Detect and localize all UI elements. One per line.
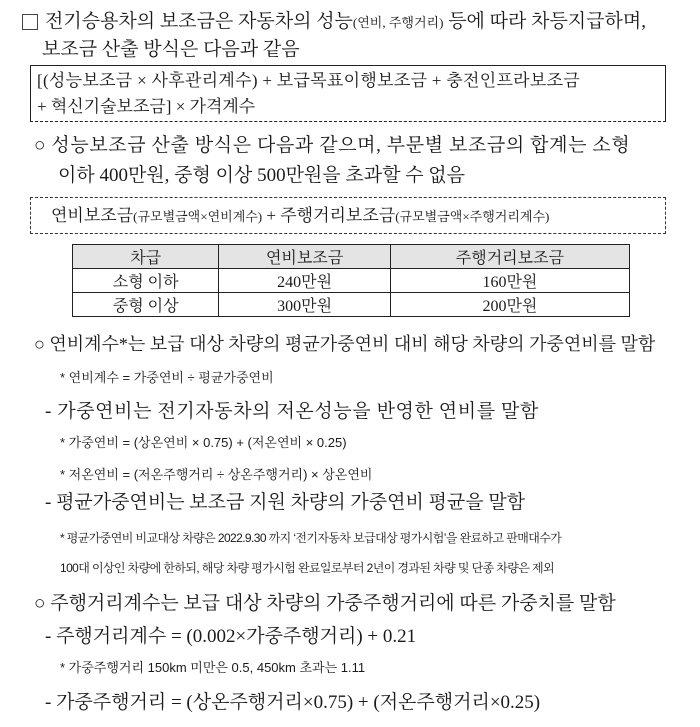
- table-cell: 300만원: [219, 293, 390, 317]
- intro-text-end: 등에 따라 차등지급하며,: [443, 11, 646, 32]
- fuel-subsidy-label: 연비보조금: [51, 206, 134, 225]
- intro-text: 전기승용차의 보조금은 자동차의 성능: [45, 11, 353, 32]
- weighted-efficiency-note1: * 가중연비 = (상온연비 × 0.75) + (저온연비 × 0.25): [60, 435, 347, 450]
- performance-line1: ○ 성능보조금 산출 방식은 다음과 같으며, 부문별 보조금의 합계는 소형: [34, 135, 631, 156]
- subsidy-table: [72, 244, 630, 317]
- weighted-efficiency-note2: * 저온연비 = (저온주행거리 ÷ 상온주행거리) × 상온연비: [60, 467, 373, 482]
- range-note: * 가중주행거리 150km 미만은 0.5, 450km 초과는 1.11: [60, 660, 366, 675]
- efficiency-note: * 연비계수 = 가중연비 ÷ 평균가중연비: [60, 370, 274, 385]
- table-cell: 중형 이상: [73, 293, 219, 317]
- table-cell: 160만원: [390, 269, 629, 293]
- efficiency-bullet: ○ 연비계수*는 보급 대상 차량의 평균가중연비 대비 해당 차량의 가중연비를 말함: [34, 334, 656, 354]
- formula-line1: [(성능보조금 × 사후관리계수) + 보급목표이행보조금 + 충전인프라보조금: [37, 71, 581, 90]
- intro-paren: (연비, 주행거리): [352, 15, 444, 30]
- average-efficiency-note2: 100대 이상인 차량에 한하되, 해당 차량 평가시험 완료일로부터 2년이 경과된 차량 및 단종 차량은 제외: [60, 561, 554, 575]
- performance-formula: [51, 207, 549, 224]
- table-row: [73, 269, 630, 293]
- header-class: 차급: [73, 245, 219, 269]
- range-bullet: ○ 주행거리계수는 보급 대상 차량의 가중주행거리에 따른 가중치를 말함: [34, 593, 616, 614]
- weighted-range: - 가중주행거리 = (상온주행거리×0.75) + (저온주행거리×0.25): [45, 692, 541, 713]
- table-row: [73, 293, 630, 317]
- performance-formula-box: [30, 197, 666, 234]
- checkbox-square-icon: [22, 14, 38, 30]
- weighted-efficiency: - 가중연비는 전기자동차의 저온성능을 반영한 연비를 말함: [45, 401, 539, 422]
- plus-sign: +: [262, 206, 281, 225]
- intro-line2: 보조금 산출 방식은 다음과 같음: [42, 39, 300, 60]
- fuel-subsidy-formula: (규모별금액×연비계수): [133, 209, 263, 224]
- header-fuel: 연비보조금: [219, 245, 390, 269]
- range-formula: - 주행거리계수 = (0.002×가중주행거리) + 0.21: [45, 626, 417, 647]
- intro-line1: [45, 12, 646, 31]
- range-subsidy-label: 주행거리보조금: [280, 206, 396, 225]
- average-efficiency-note1: * 평균가중연비 비교대상 차량은 2022.9.30 까지 ‘전기자동차 보급대상 평가시험’을 완료하고 판매대수가: [60, 531, 562, 545]
- formula-box: [30, 65, 666, 122]
- table-cell: 소형 이하: [73, 269, 219, 293]
- header-range: 주행거리보조금: [390, 245, 629, 269]
- range-subsidy-formula: (규모별금액×주행거리계수): [395, 209, 550, 224]
- formula-line2: + 혁신기술보조금] × 가격계수: [37, 97, 256, 116]
- table-header-row: [73, 245, 630, 269]
- average-efficiency: - 평균가중연비는 보조금 지원 차량의 가중연비 평균을 말함: [45, 492, 526, 513]
- table-cell: 200만원: [390, 293, 629, 317]
- performance-line2: 이하 400만원, 중형 이상 500만원을 초과할 수 없음: [58, 165, 466, 186]
- table-cell: 240만원: [219, 269, 390, 293]
